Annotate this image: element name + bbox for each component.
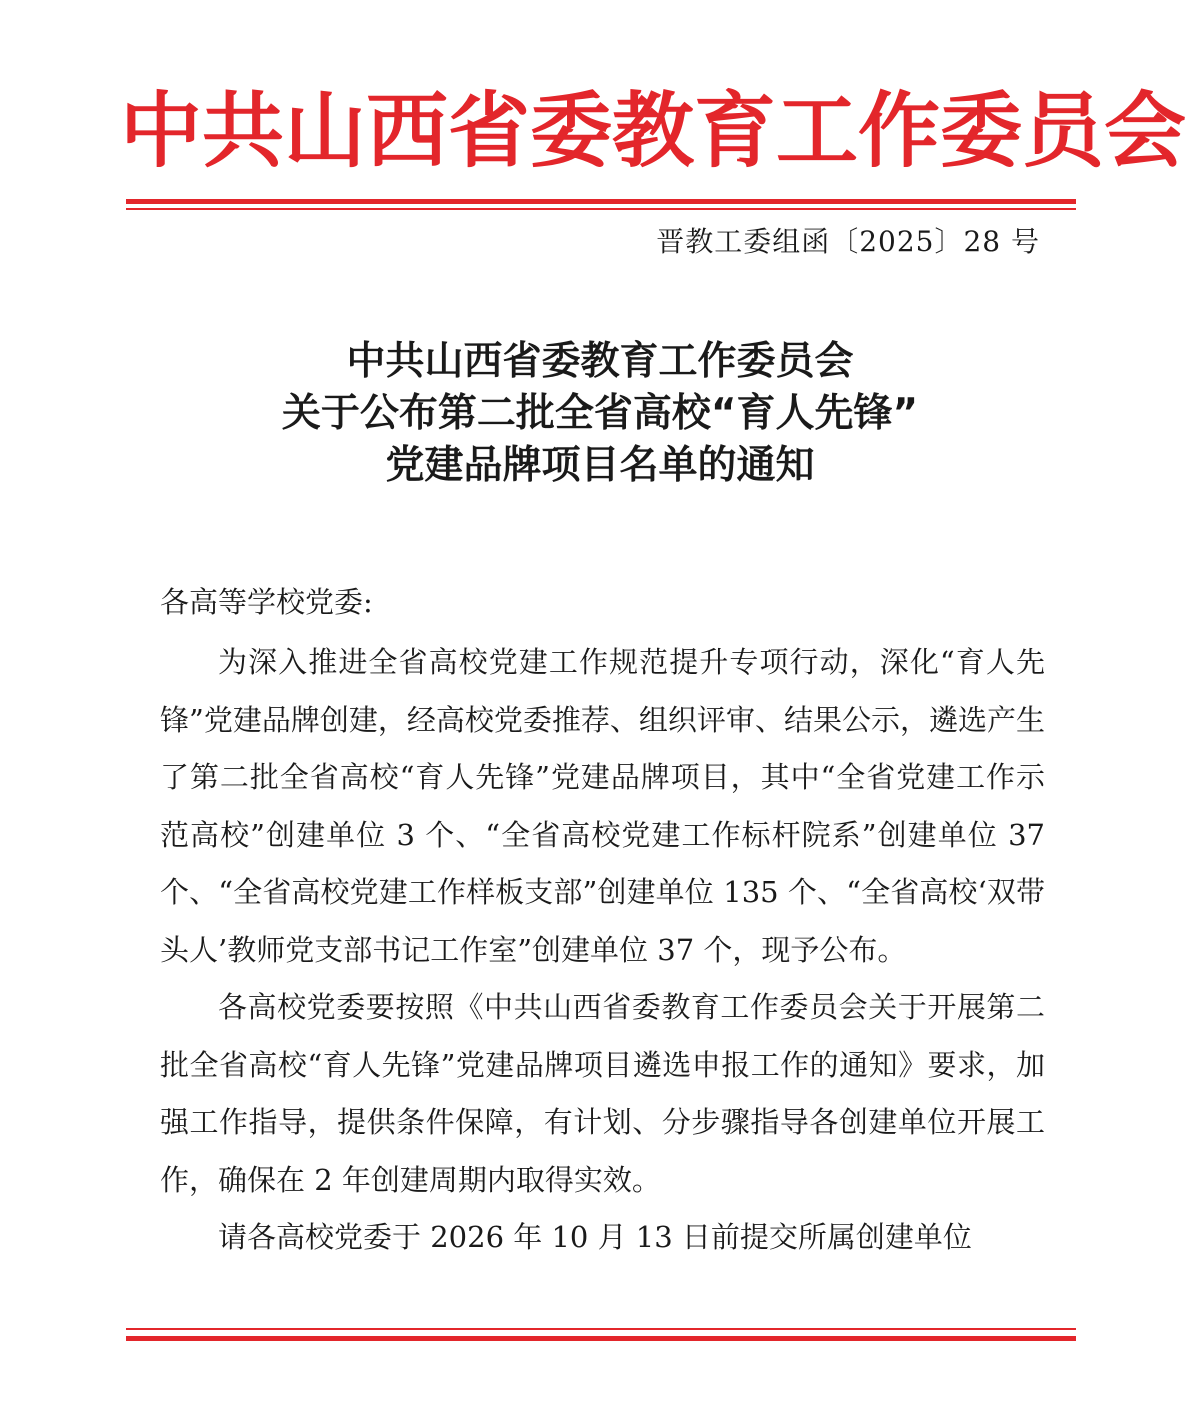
footer-rule-thin (126, 1328, 1076, 1330)
footer-rule-thick (126, 1336, 1076, 1341)
title-line-2: 关于公布第二批全省高校“育人先锋” (281, 391, 919, 436)
title-line-3: 党建品牌项目名单的通知 (385, 443, 815, 488)
body-paragraph-2: 各高校党委要按照《中共山西省委教育工作委员会关于开展第二批全省高校“育人先锋”党建品牌项目遴选申报工作的通知》要求，加强工作指导，提供条件保障，有计划、分步骤指导各创建单位开展工作，确保在 2 年创建周期内取得实效。 (160, 990, 1045, 1197)
notice-title (160, 336, 1040, 492)
notice-body (160, 634, 1045, 1267)
title-line-1: 中共山西省委教育工作委员会 (346, 339, 854, 384)
body-paragraph-1: 为深入推进全省高校党建工作规范提升专项行动，深化“育人先锋”党建品牌创建，经高校党委推荐、组织评审、结果公示，遴选产生了第二批全省高校“育人先锋”党建品牌项目，其中“全省党建工作示范高校”创建单位 3 个、“全省高校党建工作标杆院系”创建单位 37 个、“全省高校党建工作样板支部”创建单位 135 个、“全省高校‘双带头人’教师党支部书记工作室”创建单位 37 个，现予公布。 (160, 645, 1045, 967)
document-number: 晋教工委组函〔2025〕28 号 (656, 225, 1040, 258)
header-rule-thin (126, 208, 1076, 210)
salutation: 各高等学校党委: (160, 585, 373, 619)
body-paragraph-3: 请各高校党委于 2026 年 10 月 13 日前提交所属创建单位 (218, 1220, 972, 1254)
masthead-org-name: 中共山西省委教育工作委员会 (120, 84, 1187, 179)
header-rule-thick (126, 199, 1076, 204)
